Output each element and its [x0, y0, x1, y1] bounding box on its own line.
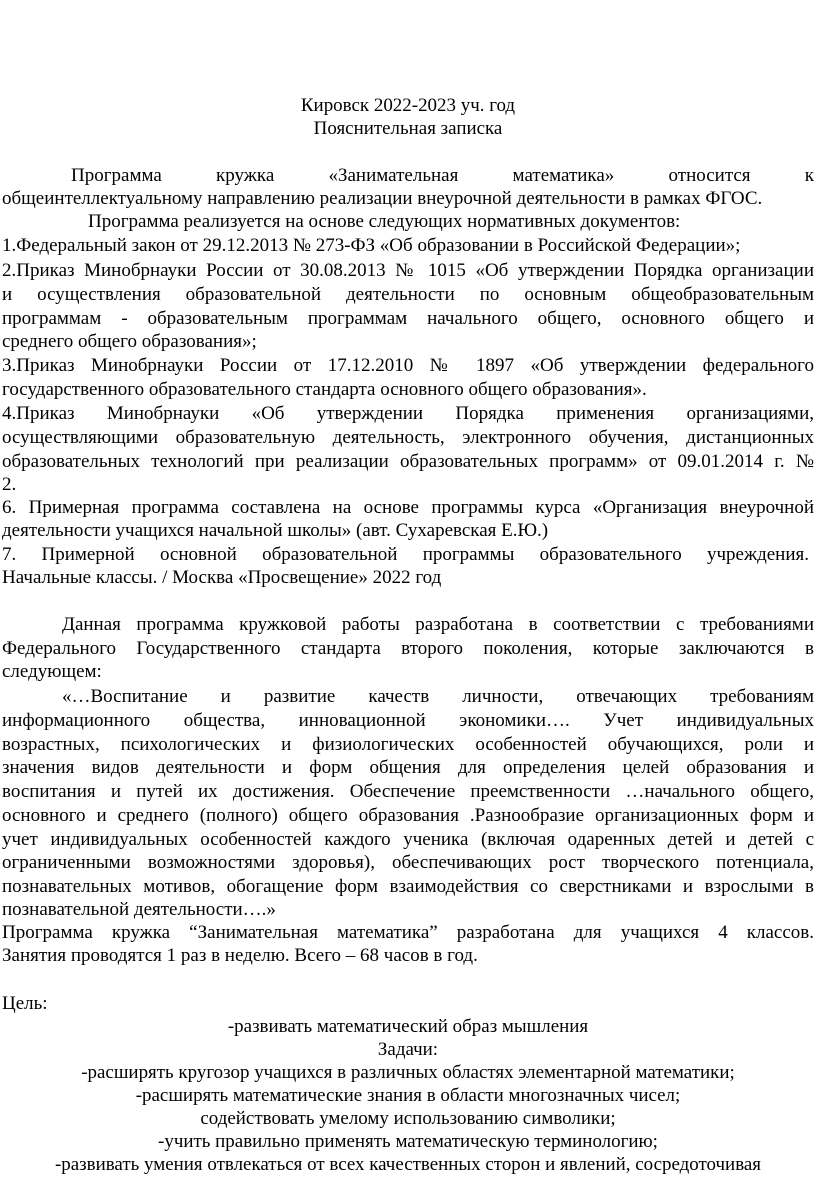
task-item: -расширять математические знания в области многозначных чисел; [135, 1085, 681, 1106]
doc-item-3: государственного образовательного стандарта основного общего образования». [2, 379, 647, 400]
doc-item-1: 1.Федеральный закон от 29.12.2013 № 273-ФЗ «Об образовании в Российской Федерации»; [2, 235, 741, 256]
quote-line: возрастных, психологических и физиологических особенностей обучающихся, роли и [2, 734, 814, 755]
body-paragraph-line: следующем: [2, 661, 102, 682]
quote-line: воспитания и путей их достижения. Обеспечение преемственности …начального общего, [2, 781, 814, 802]
doc-item-3: 3.Приказ Минобрнауки России от 17.12.2010 № 1897 «Об утверждении федерального [2, 355, 814, 376]
doc-item-6: деятельности учащихся начальной школы» (авт. Сухаревская Е.Ю.) [2, 520, 549, 541]
doc-item-6: 6. Примерная программа составлена на основе программы курса «Организация внеурочной [2, 497, 814, 518]
doc-item-4: осуществляющими образовательную деятельность, электронного обучения, дистанционных [2, 427, 814, 448]
header-city-year: Кировск 2022-2023 уч. год [300, 95, 516, 116]
quote-line: информационного общества, инновационной экономики…. Учет индивидуальных [2, 710, 814, 731]
tasks-label: Задачи: [377, 1039, 439, 1060]
quote-line: учет индивидуальных особенностей каждого ученика (включая одаренных детей и детей с [2, 829, 814, 850]
body-paragraph-line: Данная программа кружковой работы разработана в соответствии с требованиями [62, 614, 814, 635]
quote-line: познавательной деятельности….» [2, 899, 276, 920]
doc-item-2: программам - образовательным программам начального общего, основного общего и [2, 308, 814, 329]
task-item: -расширять кругозор учащихся в различных областях элементарной математики; [81, 1062, 735, 1083]
task-item: -учить правильно применять математическую терминологию; [158, 1131, 658, 1152]
quote-line: значения видов деятельности и форм общения для определения целей образования и [2, 757, 814, 778]
doc-item-4: 4.Приказ Минобрнауки «Об утверждении Порядка применения организациями, [2, 403, 814, 424]
doc-item-2: среднего общего образования»; [2, 331, 257, 352]
program-info-line: Занятия проводятся 1 раз в неделю. Всего – 68 часов в год. [2, 945, 478, 966]
quote-line: основного и среднего (полного) общего образования .Разнообразие организационных форм и [2, 805, 814, 826]
goal-label: Цель: [2, 993, 48, 1014]
quote-line: познавательных мотивов, обогащение форм взаимодействия со сверстниками и взрослыми в [2, 876, 814, 897]
task-item: содействовать умелому использованию символики; [200, 1108, 616, 1129]
program-info-line: Программа кружка “Занимательная математика” разработана для учащихся 4 классов. [2, 922, 814, 943]
intro-line: Программа кружка «Занимательная математика» относится к [71, 165, 814, 186]
doc-item-2: 2.Приказ Минобрнауки России от 30.08.2013 № 1015 «Об утверждении Порядка организации [2, 260, 814, 281]
doc-item-4: 2. [2, 474, 17, 495]
goal-text: -развивать математический образ мышления [227, 1016, 589, 1037]
body-paragraph-line: Федерального Государственного стандарта второго поколения, которые заключаются в [2, 638, 814, 659]
doc-item-7: 7. Примерной основной образовательной программы образовательного учреждения. [2, 544, 809, 565]
intro-line: Программа реализуется на основе следующих нормативных документов: [88, 211, 681, 232]
intro-line: общеинтеллектуальному направлению реализации внеурочной деятельности в рамках ФГОС. [2, 188, 763, 209]
doc-item-7: Начальные классы. / Москва «Просвещение» 2022 год [2, 567, 442, 588]
page-title: Пояснительная записка [313, 118, 503, 139]
doc-item-2: и осуществления образовательной деятельности по основным общеобразовательным [2, 284, 814, 305]
task-item: -развивать умения отвлекаться от всех качественных сторон и явлений, сосредоточивая [54, 1154, 762, 1175]
quote-line: ограниченными возможностями здоровья), обеспечивающих рост творческого потенциала, [2, 852, 814, 873]
quote-line: «…Воспитание и развитие качеств личности, отвечающих требованиям [62, 686, 814, 707]
doc-item-4: образовательных технологий при реализации образовательных программ» от 09.01.2014 г. № [2, 451, 814, 472]
